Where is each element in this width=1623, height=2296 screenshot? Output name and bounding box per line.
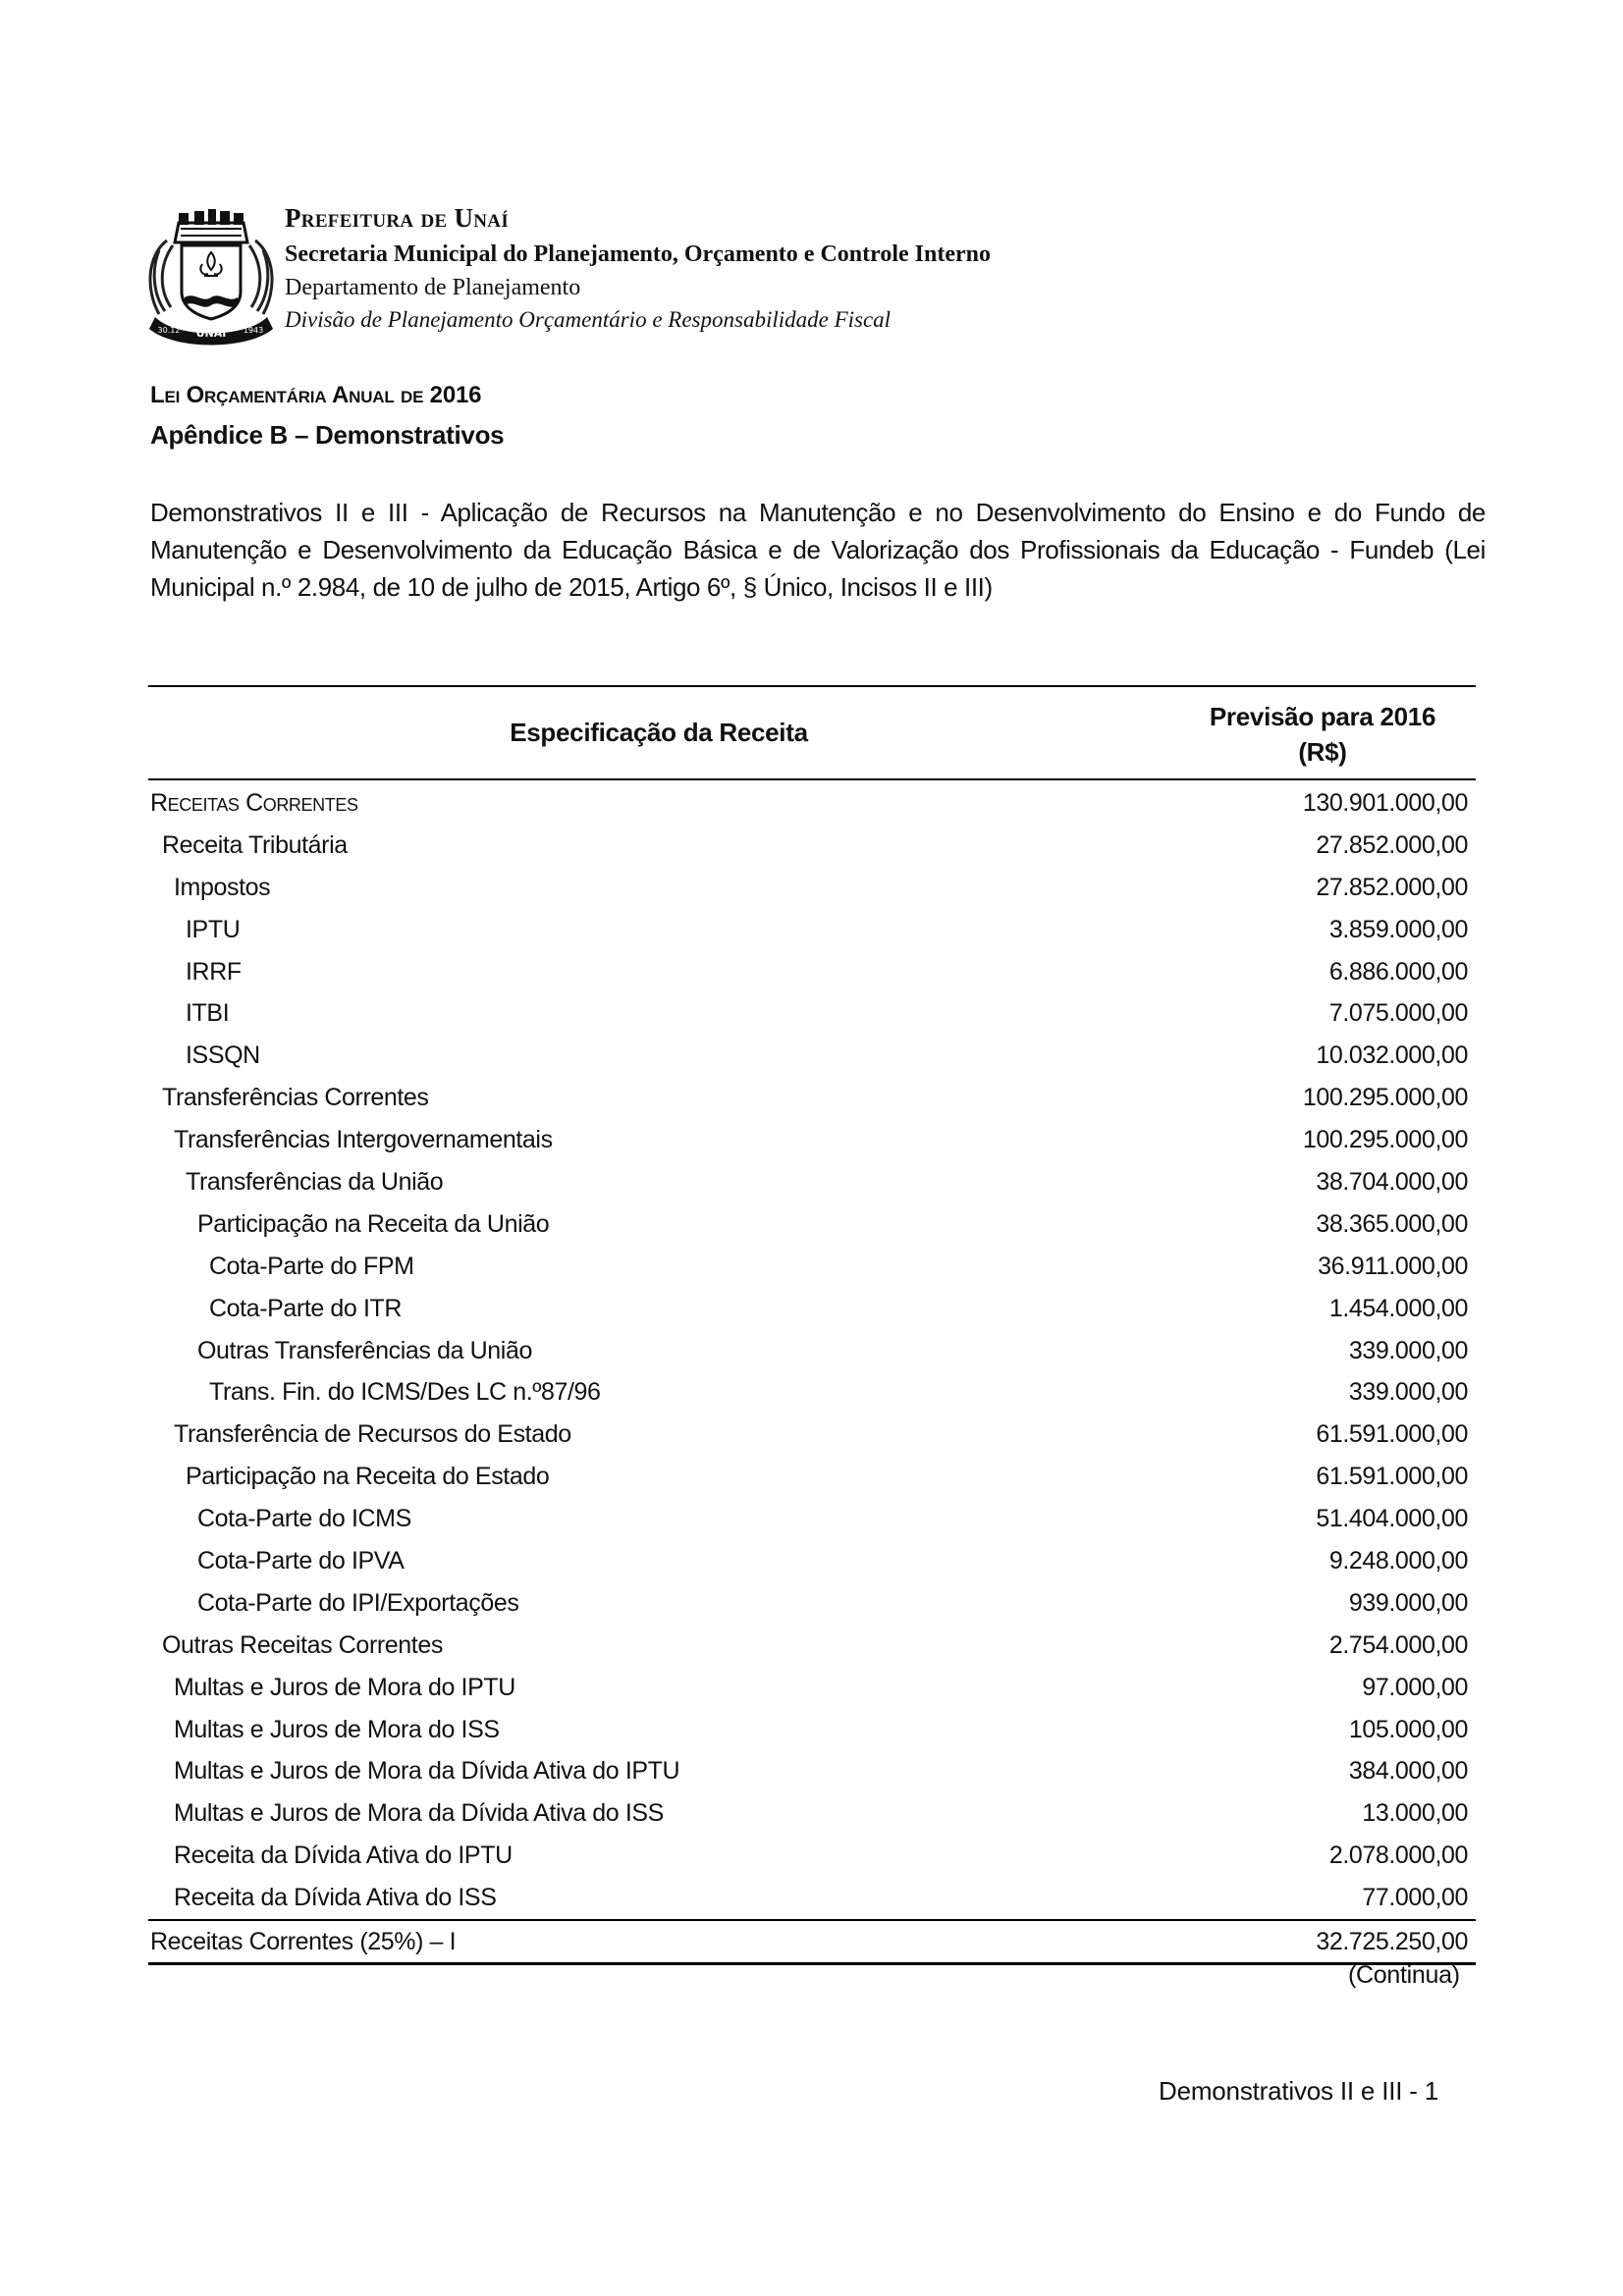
row-label: Cota-Parte do IPVA: [197, 1547, 405, 1575]
row-value: 61.591.000,00: [1316, 1420, 1468, 1449]
row-label: Trans. Fin. do ICMS/Des LC n.º87/96: [209, 1378, 601, 1407]
row-label: ITBI: [186, 999, 230, 1028]
row-label: IRRF: [186, 957, 242, 986]
row-value: 1.454.000,00: [1328, 1294, 1468, 1322]
row-value: 100.295.000,00: [1302, 1126, 1468, 1154]
table-row: [148, 867, 1476, 909]
row-label: ISSQN: [186, 1041, 260, 1070]
row-label: Cota-Parte do ICMS: [197, 1505, 411, 1533]
table-row: [148, 825, 1476, 867]
row-label: Outras Receitas Correntes: [162, 1630, 443, 1659]
row-label: Impostos: [174, 873, 271, 901]
total-value: 32.725.250,00: [1316, 1928, 1468, 1956]
document-subtitle: Apêndice B – Demonstrativos: [150, 420, 505, 450]
division-name: Divisão de Planejamento Orçamentário e Responsabilidade Fiscal: [285, 307, 892, 332]
row-label: Receita da Dívida Ativa do ISS: [174, 1884, 497, 1912]
row-value: 10.032.000,00: [1316, 1041, 1468, 1070]
table-row: [148, 1667, 1476, 1709]
row-label: Transferências Correntes: [162, 1084, 429, 1112]
table-row: [148, 1203, 1476, 1246]
total-label: Receitas Correntes (25%) – I: [150, 1928, 457, 1956]
row-label: Transferências da União: [186, 1168, 444, 1197]
header-forecast: [1169, 699, 1476, 770]
table-row: [148, 1161, 1476, 1203]
intro-paragraph: Demonstrativos II e III - Aplicação de Recursos na Manutenção e no Desenvolvimento do Ensino e do Fundo de Manutenção e Desenvolvimento da Educação Básica e de Valorização dos Profissionais da Educação - Fundeb (Lei Municipal n.º 2.984, de 10 de julho de 2015, Artigo 6º, § Único, Incisos II e III): [150, 498, 1486, 602]
row-value: 7.075.000,00: [1328, 999, 1468, 1028]
table-row: [148, 1288, 1476, 1330]
table-row: [148, 1877, 1476, 1919]
letterhead: [137, 201, 1217, 348]
row-value: 36.911.000,00: [1318, 1252, 1468, 1280]
municipal-coat-of-arms-icon: [137, 201, 285, 347]
row-label: Multas e Juros de Mora do IPTU: [174, 1673, 515, 1701]
table-row: [148, 951, 1476, 993]
table-bottom-rule: [148, 1962, 1476, 1965]
row-label: Cota-Parte do FPM: [209, 1252, 414, 1280]
row-label: Cota-Parte do IPI/Exportações: [197, 1588, 519, 1617]
row-value: 939.000,00: [1348, 1588, 1468, 1617]
row-value: 38.365.000,00: [1316, 1209, 1468, 1238]
row-value: 130.901.000,00: [1302, 789, 1468, 817]
continuation-note: (Continua): [1348, 1961, 1460, 1989]
row-value: 27.852.000,00: [1316, 873, 1468, 901]
table-row: [148, 909, 1476, 951]
table-row: [148, 992, 1476, 1035]
table-row: [148, 1246, 1476, 1288]
row-value: 105.000,00: [1348, 1715, 1468, 1743]
letterhead-text: [285, 201, 991, 336]
row-value: 2.754.000,00: [1328, 1630, 1468, 1659]
row-value: 100.295.000,00: [1302, 1084, 1468, 1112]
organization-name: Prefeitura de Unaí: [285, 203, 510, 233]
row-label: Participação na Receita do Estado: [186, 1463, 550, 1491]
row-label: Participação na Receita da União: [197, 1209, 550, 1238]
row-value: 38.704.000,00: [1316, 1168, 1468, 1197]
row-value: 61.591.000,00: [1316, 1463, 1468, 1491]
row-value: 384.000,00: [1348, 1757, 1468, 1786]
row-label: Receita da Dívida Ativa do IPTU: [174, 1842, 513, 1870]
table-row: [148, 1330, 1476, 1372]
table-row: [148, 1414, 1476, 1456]
row-label: Outras Transferências da União: [197, 1336, 532, 1364]
table-row: [148, 1540, 1476, 1582]
header-forecast-line1: Previsão para 2016: [1209, 702, 1436, 731]
row-value: 339.000,00: [1348, 1378, 1468, 1407]
row-label: IPTU: [186, 915, 241, 943]
row-value: 97.000,00: [1362, 1673, 1468, 1701]
table-header: [148, 687, 1476, 778]
table-row: [148, 1625, 1476, 1667]
row-value: 27.852.000,00: [1316, 830, 1468, 859]
table-row: [148, 1035, 1476, 1077]
table-row: [148, 782, 1476, 825]
revenue-table: [148, 685, 1476, 1965]
row-value: 2.078.000,00: [1328, 1842, 1468, 1870]
table-row: [148, 1077, 1476, 1119]
table-row: [148, 1582, 1476, 1625]
row-label: Cota-Parte do ITR: [209, 1294, 403, 1322]
department-name: Departamento de Planejamento: [285, 275, 581, 300]
crest-right-year: 1943: [243, 326, 264, 335]
row-label: Transferência de Recursos do Estado: [174, 1420, 571, 1449]
row-value: 77.000,00: [1362, 1884, 1468, 1912]
crest-left-date: 30.12: [157, 326, 181, 335]
document-title: Lei Orçamentária Anual de 2016: [150, 382, 482, 408]
row-value: 51.404.000,00: [1316, 1505, 1468, 1533]
header-forecast-line2: (R$): [1298, 737, 1347, 767]
table-row: [148, 1456, 1476, 1498]
row-label: Receitas Correntes: [150, 789, 358, 817]
row-label: Transferências Intergovernamentais: [174, 1126, 553, 1154]
row-value: 13.000,00: [1362, 1799, 1468, 1828]
row-label: Receita Tributária: [162, 830, 348, 859]
row-value: 339.000,00: [1348, 1336, 1468, 1364]
row-label: Multas e Juros de Mora do ISS: [174, 1715, 500, 1743]
total-row: [148, 1921, 1476, 1962]
table-row: [148, 1119, 1476, 1161]
page-footer: Demonstrativos II e III - 1: [1159, 2076, 1439, 2106]
crest-banner-text: UNAÍ: [195, 327, 227, 340]
table-body: [148, 780, 1476, 1919]
table-row: [148, 1709, 1476, 1751]
table-row: [148, 1498, 1476, 1540]
row-label: Multas e Juros de Mora da Dívida Ativa do ISS: [174, 1799, 664, 1828]
row-value: 6.886.000,00: [1328, 957, 1468, 986]
secretariat-name: Secretaria Municipal do Planejamento, Orçamento e Controle Interno: [285, 241, 991, 267]
header-specification: Especificação da Receita: [510, 718, 808, 747]
table-row: [148, 1792, 1476, 1835]
table-row: [148, 1371, 1476, 1414]
table-row: [148, 1835, 1476, 1877]
row-label: Multas e Juros de Mora da Dívida Ativa do IPTU: [174, 1757, 680, 1786]
row-value: 9.248.000,00: [1328, 1547, 1468, 1575]
table-row: [148, 1750, 1476, 1792]
row-value: 3.859.000,00: [1328, 915, 1468, 943]
